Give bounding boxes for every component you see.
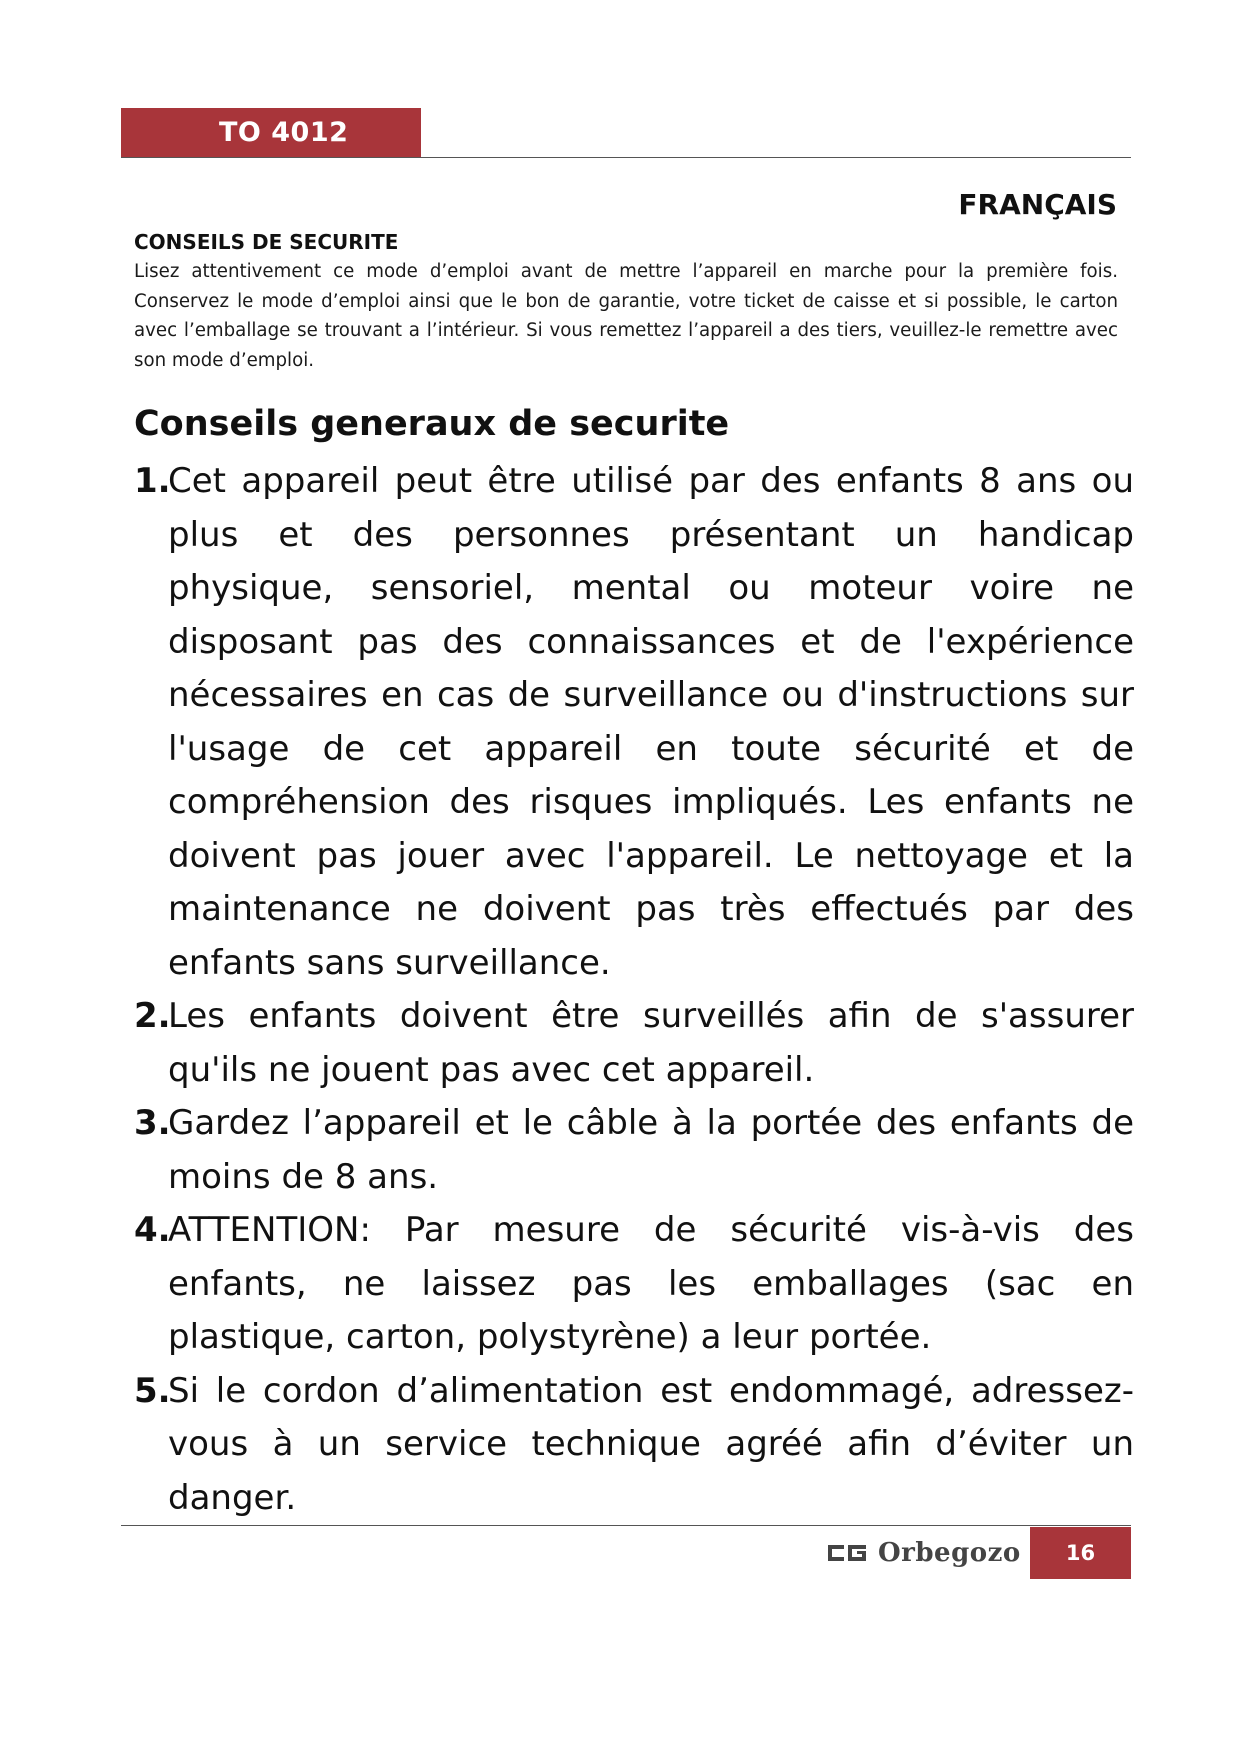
model-number: TO 4012 (219, 117, 349, 148)
footer-divider (121, 1525, 1131, 1526)
safety-rules-list (134, 455, 1134, 1525)
safety-rule-2 (134, 990, 1134, 1097)
rule-text: ATTENTION: Par mesure de sécurité vis-à-vis des enfants, ne laissez pas les emballages (sac en plastique, carton, polystyrène) a leur portée. (168, 1210, 1134, 1357)
safety-rule-5 (134, 1365, 1134, 1526)
safety-rule-1 (134, 455, 1134, 990)
safety-intro: Lisez attentivement ce mode d’emploi avant de mettre l’appareil en marche pour la première fois. Conservez le mode d’emploi ainsi que le bon de garantie, votre ticket de caisse et si possible, le carton avec l’emballage se trouvant a l’intérieur. Si vous remettez l’appareil a des tiers, veuillez-le remettre avec son mode d’emploi. (134, 261, 1118, 371)
rule-number: 5. (134, 1370, 171, 1411)
rule-text: Gardez l’appareil et le câble à la portée des enfants de moins de 8 ans. (168, 1103, 1134, 1197)
page-number-badge (1030, 1527, 1131, 1579)
safety-rule-4 (134, 1204, 1134, 1365)
rule-text: Les enfants doivent être surveillés afin de s'assurer qu'ils ne jouent pas avec cet appareil. (168, 996, 1134, 1090)
safety-rule-3 (134, 1097, 1134, 1204)
rule-text: Cet appareil peut être utilisé par des enfants 8 ans ou plus et des personnes présentant un handicap physique, sensoriel, mental ou moteur voire ne disposant pas des connaissances et de l'expérience nécessaires en cas de surveillance ou d'instructions sur l'usage de cet appareil en toute sécurité et de compréhension des risques impliqués. Les enfants ne doivent pas jouer avec l'appareil. Le nettoyage et la maintenance ne doivent pas très effectués par des enfants sans surveillance. (168, 461, 1134, 983)
cg-logo-icon (826, 1542, 868, 1564)
rule-text: Si le cordon d’alimentation est endommagé, adressez-vous à un service technique agréé afin d’éviter un danger. (168, 1370, 1134, 1518)
header-divider (121, 157, 1131, 158)
rule-number: 1. (134, 461, 171, 501)
brand-name: Orbegozo (878, 1538, 1021, 1568)
language-label: FRANÇAIS (958, 188, 1117, 221)
rule-number: 4. (134, 1210, 171, 1250)
rule-number: 2. (134, 996, 171, 1036)
rule-number: 3. (134, 1103, 171, 1143)
page-number: 16 (1065, 1541, 1096, 1565)
safety-title: CONSEILS DE SECURITE (134, 230, 399, 254)
model-tab (121, 108, 421, 158)
general-safety-heading: Conseils generaux de securite (134, 404, 730, 444)
brand-logo (826, 1533, 1021, 1573)
